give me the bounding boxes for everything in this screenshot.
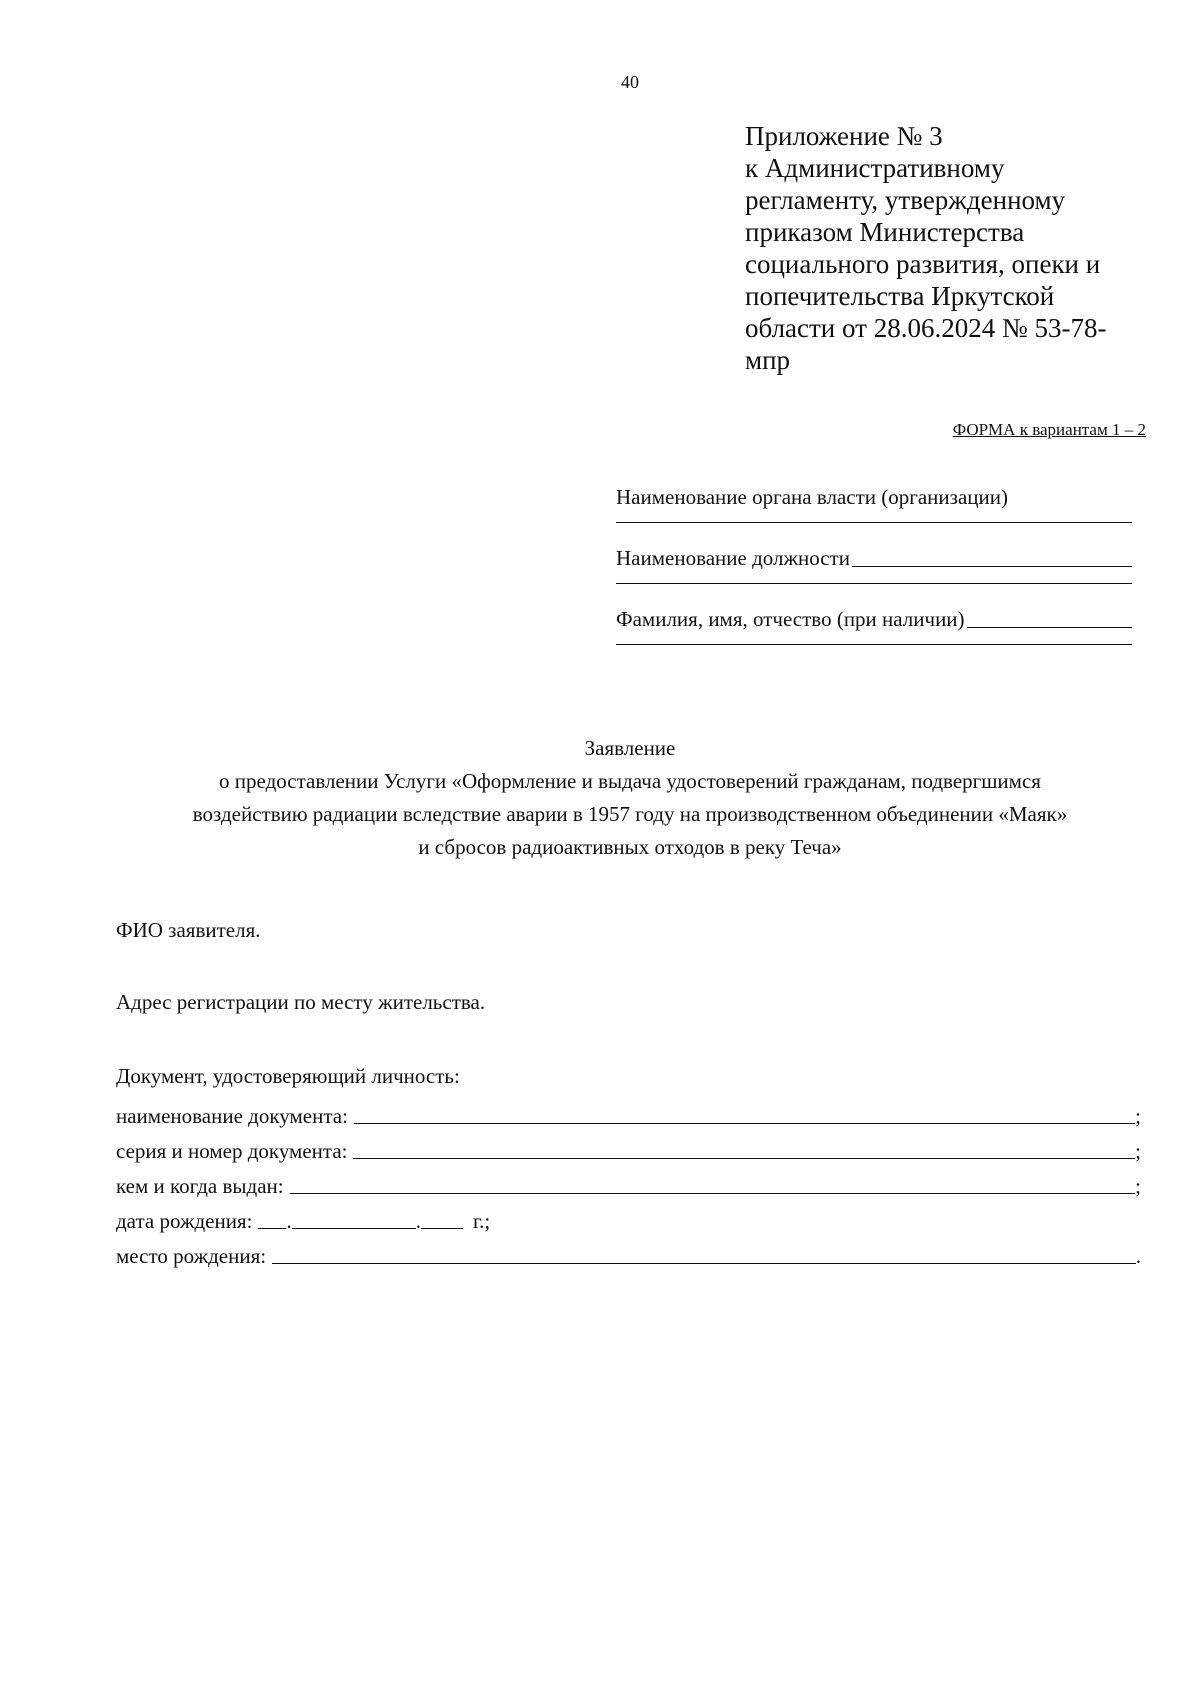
position-field[interactable] xyxy=(616,541,1132,571)
full-name-fill-line[interactable] xyxy=(967,627,1132,628)
full-name-fill-line-2[interactable] xyxy=(616,644,1132,645)
issued-by-field[interactable] xyxy=(116,1164,1141,1199)
identity-document-heading: Документ, удостоверяющий личность: xyxy=(116,1064,460,1088)
addressee-block xyxy=(616,480,1132,663)
birth-date-label: дата рождения: xyxy=(116,1209,253,1233)
line-end: . xyxy=(1135,1244,1141,1268)
form-variant-label: ФОРМА к вариантам 1 – 2 xyxy=(952,420,1146,439)
birth-year-suffix: г.; xyxy=(472,1209,491,1233)
applicant-address-label: Адрес регистрации по месту жительства. xyxy=(116,990,486,1014)
appendix-line: социального развития, опеки и xyxy=(745,249,1101,279)
statement-block xyxy=(110,732,1150,864)
line-end: ; xyxy=(1135,1104,1141,1128)
position-label: Наименование должности xyxy=(616,546,850,570)
birth-place-input-line[interactable] xyxy=(272,1263,1136,1264)
document-name-label: наименование документа: xyxy=(116,1104,348,1128)
appendix-header xyxy=(745,120,1175,376)
birth-place-field[interactable] xyxy=(116,1234,1141,1269)
position-fill-line[interactable] xyxy=(852,566,1132,567)
appendix-line: Приложение № 3 xyxy=(745,121,943,151)
full-name-label: Фамилия, имя, отчество (при наличии) xyxy=(616,607,965,631)
birth-day-input-line[interactable] xyxy=(258,1228,286,1229)
statement-title: Заявление xyxy=(584,736,676,760)
appendix-line: области от 28.06.2024 № 53-78- xyxy=(745,313,1107,343)
full-name-field[interactable] xyxy=(616,602,1132,632)
birth-date-field[interactable] xyxy=(116,1199,1141,1234)
document-number-input-line[interactable] xyxy=(353,1158,1135,1159)
birth-month-input-line[interactable] xyxy=(292,1228,416,1229)
statement-line: воздействию радиации вследствие аварии в 1957 году на производственном объединении «Маяк» xyxy=(192,802,1068,826)
appendix-line: приказом Министерства xyxy=(745,217,1025,247)
birth-place-label: место рождения: xyxy=(116,1244,267,1268)
authority-field[interactable] xyxy=(616,480,1132,510)
statement-line: о предоставлении Услуги «Оформление и выдача удостоверений гражданам, подвергшимся xyxy=(219,769,1041,793)
document-number-field[interactable] xyxy=(116,1129,1141,1164)
document-number-label: серия и номер документа: xyxy=(116,1139,348,1163)
issued-by-label: кем и когда выдан: xyxy=(116,1174,284,1198)
position-fill-line-2[interactable] xyxy=(616,583,1132,584)
line-end: ; xyxy=(1135,1174,1141,1198)
line-end: ; xyxy=(1135,1139,1141,1163)
birth-date-separator: . xyxy=(415,1209,421,1233)
identity-document-block xyxy=(116,1058,1141,1269)
appendix-line: попечительства Иркутской xyxy=(745,281,1055,311)
birth-date-separator: . xyxy=(286,1209,292,1233)
issued-by-input-line[interactable] xyxy=(290,1193,1136,1194)
document-name-field[interactable] xyxy=(116,1094,1141,1129)
page-number: 40 xyxy=(621,72,639,92)
birth-year-input-line[interactable] xyxy=(421,1228,463,1229)
applicant-name-label: ФИО заявителя. xyxy=(116,918,261,942)
appendix-line: мпр xyxy=(745,345,791,375)
statement-line: и сбросов радиоактивных отходов в реку Теча» xyxy=(418,835,842,859)
document-name-input-line[interactable] xyxy=(354,1123,1135,1124)
appendix-line: к Административному xyxy=(745,153,1005,183)
authority-fill-line[interactable] xyxy=(616,522,1132,523)
appendix-line: регламенту, утвержденному xyxy=(745,185,1066,215)
authority-label: Наименование органа власти (организации) xyxy=(616,485,1008,509)
